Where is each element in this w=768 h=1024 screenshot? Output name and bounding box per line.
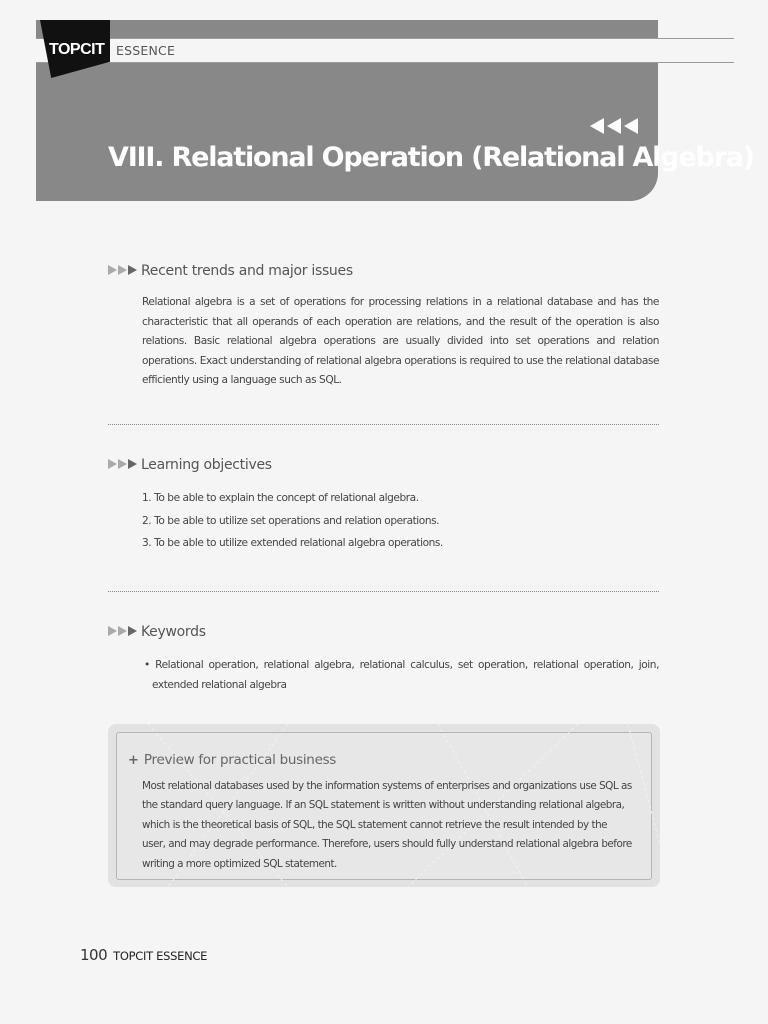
plus-icon: + (128, 752, 139, 768)
list-item: 1. To be able to explain the concept of relational algebra. (142, 492, 419, 504)
keywords-text: • Relational operation, relational algebra, relational calculus, set operation, relational operation, join, extended relational algebra (144, 659, 659, 691)
logo-text: TOPCIT (49, 41, 105, 58)
preview-heading (128, 752, 336, 768)
footer-label: TOPCIT ESSENCE (113, 949, 208, 963)
list-item: 2. To be able to utilize set operations and relation operations. (142, 514, 440, 527)
section-title-keywords: Keywords (141, 624, 206, 640)
triple-right-arrow-icon (108, 262, 138, 280)
chapter-title: VIII. Relational Operation (Relational Algebra) (108, 142, 754, 173)
triple-right-arrow-icon (108, 456, 138, 474)
section-heading-trends (108, 262, 353, 280)
section-divider (108, 591, 659, 592)
preview-box (108, 724, 660, 887)
section-title-objectives: Learning objectives (141, 457, 272, 473)
trends-paragraph: Relational algebra is a set of operations for processing relations in a relational database and has the characteristic that all operands of each operation are relations, and the result of the operation is also relations. Basic relational algebra operations are usually divided into set operations and relation operations. Exact understanding of relational algebra operations is required to use the relational database efficiently using a language such as SQL. (142, 296, 660, 387)
section-heading-objectives (108, 456, 272, 474)
page-footer (80, 946, 207, 964)
section-heading-keywords (108, 623, 206, 641)
series-label: ESSENCE (116, 43, 176, 58)
list-item: 3. To be able to utilize extended relational algebra operations. (142, 537, 443, 549)
preview-paragraph: Most relational databases used by the information systems of enterprises and organizations use SQL as the standard query language. If an SQL statement is written without understanding relational algebra, which is the theoretical basis of SQL, the SQL statement cannot retrieve the result intended by the user, and may degrade performance. Therefore, users should fully understand relational algebra before writing a more optimized SQL statement. (142, 780, 632, 870)
page-number: 100 (80, 946, 108, 964)
triple-right-arrow-icon (108, 623, 138, 641)
objectives-list (142, 489, 443, 557)
preview-title: Preview for practical business (143, 752, 337, 768)
section-title-trends: Recent trends and major issues (141, 263, 353, 279)
triple-left-arrow-icon (590, 118, 642, 139)
section-divider (108, 424, 659, 425)
